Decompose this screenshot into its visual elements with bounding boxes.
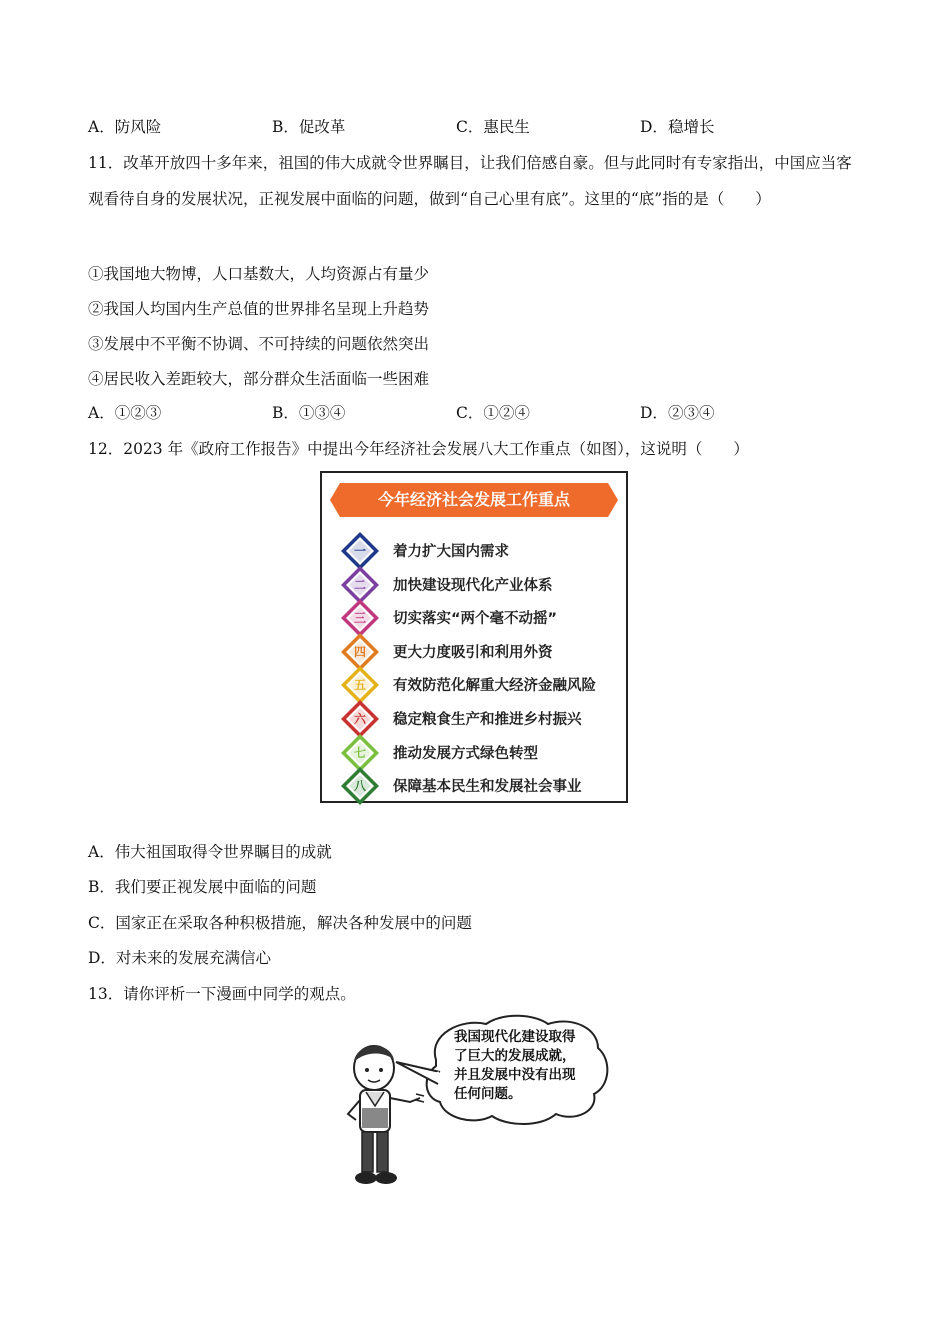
priority-number: 五: [353, 678, 366, 693]
q12-option-a[interactable]: A．伟大祖国取得令世界瞩目的成就: [88, 843, 332, 861]
priority-text: 保障基本民生和发展社会事业: [393, 779, 582, 796]
comic-illustration: [336, 1010, 616, 1196]
priority-text: 加快建设现代化产业体系: [393, 577, 553, 594]
q12-option-d[interactable]: D．对未来的发展充满信心: [88, 949, 271, 967]
priority-number: 一: [353, 544, 366, 558]
q10-option-d[interactable]: D．稳增长: [640, 118, 715, 136]
q11-statement-2: ②我国人均国内生产总值的世界排名呈现上升趋势: [88, 300, 430, 318]
priority-number: 七: [353, 745, 366, 760]
priority-number: 三: [353, 611, 366, 626]
priority-text: 稳定粮食生产和推进乡村振兴: [393, 712, 582, 728]
q10-option-c[interactable]: C．惠民生: [456, 118, 530, 136]
speech-bubble-text: 我国现代化建设取得 了巨大的发展成就， 并且发展中没有出现 任何问题。: [454, 1029, 576, 1102]
figure-title: 今年经济社会发展工作重点: [377, 490, 570, 509]
q12-stem: 12．2023 年《政府工作报告》中提出今年经济社会发展八大工作重点（如图），这说明（ ）: [88, 440, 749, 458]
priority-text: 推动发展方式绿色转型: [393, 745, 538, 762]
priority-number: 八: [353, 779, 366, 794]
q11-option-b[interactable]: B．①③④: [272, 404, 346, 422]
q11-stem: 11．改革开放四十多年来，祖国的伟大成就令世界瞩目，让我们倍感自豪。但与此同时有专家指出，中国应当客观看待自身的发展状况，正视发展中面临的问题，做到“自己心里有底”。这里的“底”指的是（ ）: [88, 154, 852, 208]
q10-option-a[interactable]: A．防风险: [88, 118, 162, 136]
q11-statement-4: ④居民收入差距较大，部分群众生活面临一些困难: [88, 370, 430, 388]
priority-number: 四: [353, 644, 366, 659]
q10-option-b[interactable]: B．促改革: [272, 118, 346, 136]
priority-text: 切实落实“两个毫不动摇”: [393, 611, 558, 628]
priority-number: 二: [353, 577, 366, 592]
q13-stem: 13．请你评析一下漫画中同学的观点。: [88, 985, 356, 1003]
figure-banner: [330, 483, 618, 517]
q11-statement-1: ①我国地大物博，人口基数大，人均资源占有量少: [88, 265, 430, 283]
priority-text: 着力扩大国内需求: [393, 544, 509, 560]
priority-number: 六: [353, 712, 366, 726]
q11-option-a[interactable]: A．①②③: [88, 404, 162, 422]
priority-text: 更大力度吸引和利用外资: [393, 644, 553, 661]
q12-option-c[interactable]: C．国家正在采取各种积极措施，解决各种发展中的问题: [88, 914, 472, 932]
q11-option-d[interactable]: D．②③④: [640, 404, 715, 422]
q11-option-c[interactable]: C．①②④: [456, 404, 530, 422]
q12-option-b[interactable]: B．我们要正视发展中面临的问题: [88, 878, 317, 896]
priority-text: 有效防范化解重大经济金融风险: [393, 678, 596, 695]
work-priorities-figure: [320, 471, 628, 803]
q11-statement-3: ③发展中不平衡不协调、不可持续的问题依然突出: [88, 335, 430, 353]
